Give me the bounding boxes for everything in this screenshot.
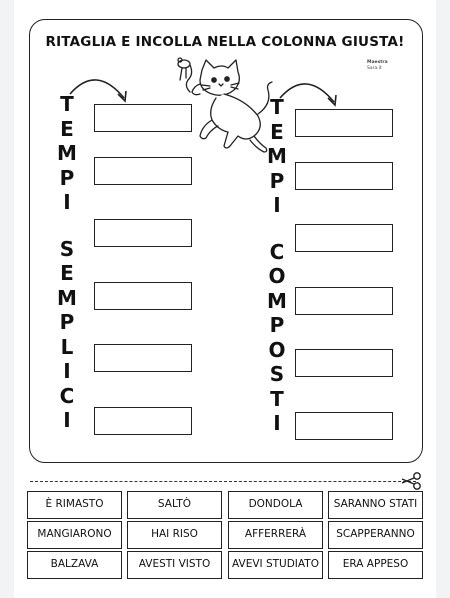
brand-logo-line1: Maestra <box>367 60 388 65</box>
letter: M <box>57 141 77 165</box>
letter: I <box>63 408 71 432</box>
letter: I <box>63 190 71 214</box>
brand-logo-line2: Sara.it <box>367 66 382 71</box>
letter: M <box>267 144 287 168</box>
word-card[interactable]: AFFERRERÀ <box>228 521 323 549</box>
word-card[interactable]: È RIMASTO <box>27 491 122 519</box>
letter: O <box>268 264 286 288</box>
letter: C <box>269 239 285 264</box>
letter: T <box>270 386 284 411</box>
letter: P <box>269 313 285 337</box>
letter: P <box>59 165 75 190</box>
paste-box-left-5[interactable] <box>94 344 192 372</box>
letter: S <box>269 362 285 386</box>
letter: T <box>60 92 74 116</box>
letter: L <box>60 334 74 359</box>
letter: S <box>59 236 75 261</box>
letter: M <box>267 288 287 313</box>
paste-box-left-2[interactable] <box>94 157 192 185</box>
paste-box-right-5[interactable] <box>295 349 393 377</box>
worksheet <box>14 0 436 598</box>
letter: T <box>270 95 284 119</box>
letter: P <box>59 310 75 334</box>
word-card[interactable]: MANGIARONO <box>27 521 122 549</box>
letter: I <box>273 193 281 217</box>
letter: C <box>59 383 75 408</box>
curved-arrow-icon <box>66 70 132 108</box>
left-column-label <box>52 92 82 433</box>
letter: I <box>273 411 281 435</box>
letter: E <box>270 119 284 144</box>
cut-line <box>30 481 416 482</box>
scissors-icon <box>400 471 422 491</box>
curved-arrow-icon <box>276 74 342 112</box>
paste-box-right-4[interactable] <box>295 287 393 315</box>
word-card[interactable]: SARANNO STATI <box>328 491 423 519</box>
word-card[interactable]: ERA APPESO <box>328 551 423 579</box>
word-card[interactable]: SALTÒ <box>127 491 222 519</box>
word-card[interactable]: HAI RISO <box>127 521 222 549</box>
mouse-icon <box>178 58 192 92</box>
paste-box-right-3[interactable] <box>295 224 393 252</box>
letter: E <box>60 116 74 141</box>
word-card[interactable]: AVEVI STUDIATO <box>228 551 323 579</box>
letter: O <box>268 337 286 362</box>
paste-box-right-1[interactable] <box>295 109 393 137</box>
paste-box-right-6[interactable] <box>295 412 393 440</box>
paste-box-left-3[interactable] <box>94 219 192 247</box>
paste-box-left-6[interactable] <box>94 407 192 435</box>
word-card[interactable]: AVESTI VISTO <box>127 551 222 579</box>
paste-box-right-2[interactable] <box>295 162 393 190</box>
letter: M <box>57 285 77 310</box>
brand-logo <box>367 60 401 72</box>
cat-icon <box>154 50 284 155</box>
letter: E <box>60 261 74 285</box>
word-card[interactable]: DONDOLA <box>228 491 323 519</box>
letter: P <box>269 168 285 193</box>
word-card[interactable]: BALZAVA <box>27 551 122 579</box>
paste-box-left-4[interactable] <box>94 282 192 310</box>
word-card[interactable]: SCAPPERANNO <box>328 521 423 549</box>
letter: I <box>63 359 71 383</box>
page-title: RITAGLIA E INCOLLA NELLA COLONNA GIUSTA! <box>45 34 405 50</box>
